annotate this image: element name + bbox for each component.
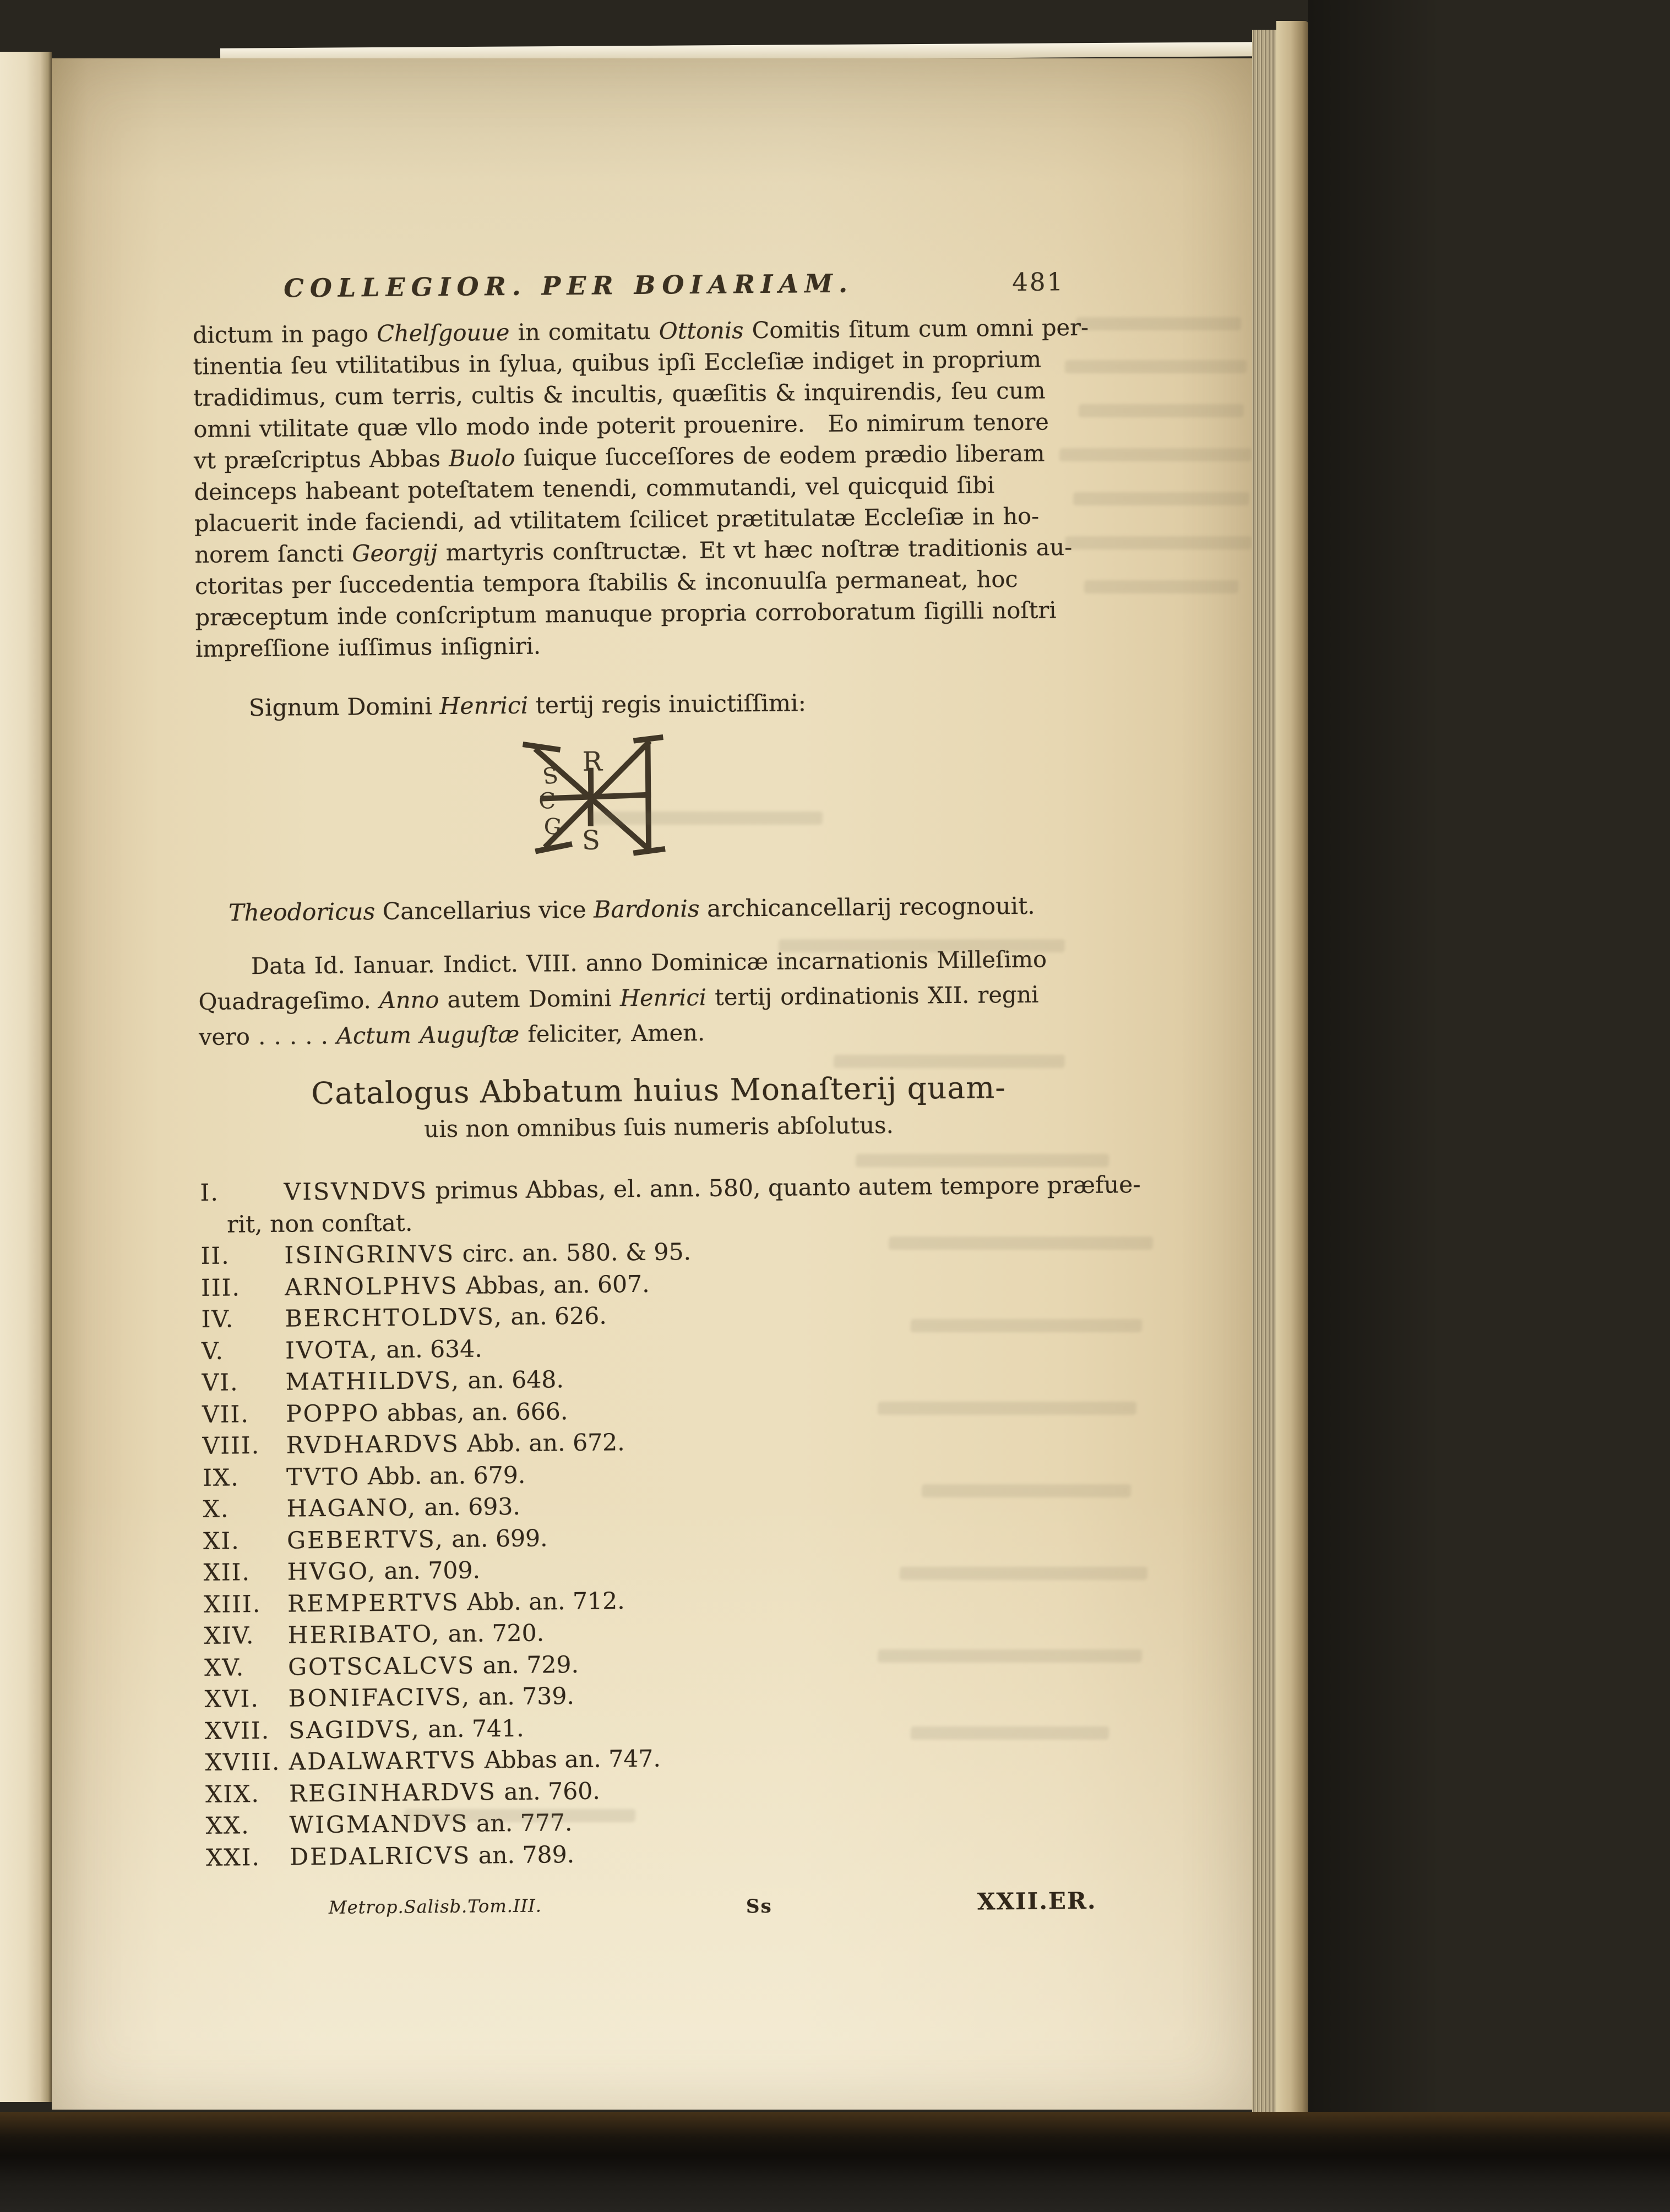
abbot-entry: REMPERTVS Abb. an. 712. [287,1587,625,1618]
abbot-entry: WIGMANDVS an. 777. [289,1810,573,1839]
charter-line: omni vtilitate quæ vllo modo inde poterit prouenire. Eo nimirum tenore [193,408,1049,443]
abbot-numeral: III. [200,1274,241,1302]
abbot-entry: GOTSCALCVS an. 729. [287,1651,579,1681]
abbot-entry: SAGIDVS, an. 741. [288,1715,524,1745]
verso-show-through [878,1402,1137,1415]
abbot-numeral: XX. [205,1812,250,1840]
charter-line: præceptum inde conſcriptum manuque propria corroboratum ſigilli noſtri [195,596,1057,631]
running-header [192,266,1111,304]
charter-line: dictum in pago Chelſgouue in comitatu Ottonis Comitis ſitum cum omni per- [192,313,1089,348]
abbot-numeral: I. [200,1179,220,1207]
abbot-entry: REGINHARDVS an. 760. [289,1778,601,1808]
verso-show-through [1084,580,1239,593]
abbot-numeral: II. [200,1243,230,1270]
verso-show-through [834,1055,1065,1068]
charter-line: vt præſcriptus Abbas Buolo ſuique ſucceſſores de eodem prædio liberam [193,439,1045,474]
abbot-entry: DEDALRICVS an. 789. [289,1841,575,1871]
monogram-letter-g: G [542,813,563,841]
abbot-numeral: X. [203,1496,230,1523]
royal-monogram-icon [504,726,676,868]
abbot-numeral: V. [201,1338,225,1365]
abbot-name: HAGANO, [286,1494,417,1523]
abbot-name: IVOTA, [285,1336,379,1365]
previous-leaf-edge [0,52,52,2102]
verso-show-through [900,1567,1148,1580]
abbot-name: BERCHTOLDVS, [285,1304,504,1333]
abbot-list [200,1169,1141,1874]
abbot-name: REMPERTVS [287,1589,460,1618]
table-shadow [0,2112,1670,2212]
page-footer [206,1887,1125,1931]
abbot-entry: HERIBATO, an. 720. [287,1620,545,1649]
signum-line: Signum Domini Henrici tertij regis inuictiſſimi: [248,690,807,722]
abbot-entry: BONIFACIVS, an. 739. [288,1683,575,1713]
monogram-letter-c: C [538,788,556,814]
abbot-numeral: IX. [202,1464,240,1492]
book-page [52,58,1252,2110]
book-fore-edge [1252,30,1276,2121]
monogram-letter-s-left: S [541,762,560,790]
verso-show-through [1073,492,1250,505]
abbot-name: REGINHARDVS [289,1778,497,1808]
running-title: COLLEGIOR. PER BOIARIAM. [283,268,854,303]
charter-line: impreſſione iuſſimus inſigniri. [195,632,541,662]
verso-show-through [911,1319,1143,1332]
chancellor-recognition-line: Theodoricus Cancellarius vice Bardonis archicancellarij recognouit. [228,892,1035,927]
dating-line: Data Id. Ianuar. Indict. VIII. anno Dominicæ incarnationis Milleſimo [251,945,1047,980]
abbot-entry: HAGANO, an. 693. [286,1493,521,1523]
dating-clause-paragraph [198,941,1118,1055]
verso-show-through [878,1649,1143,1663]
abbot-name: GEBERTVS, [286,1525,444,1555]
abbot-numeral: XI. [203,1527,240,1555]
verso-show-through [922,1484,1132,1497]
abbot-entry: HVGO, an. 709. [287,1557,481,1586]
abbot-numeral: XV. [204,1654,245,1682]
verso-show-through [1076,317,1242,330]
catchword: XXII.ER. [977,1887,1097,1915]
verso-show-through [779,939,1065,952]
monogram-letter-r: R [582,746,603,777]
abbot-name: ADALWARTVS [289,1747,477,1776]
abbot-numeral: XVIII. [205,1748,281,1777]
abbot-numeral: XXI. [205,1844,261,1872]
catalog-heading-line1: Catalogus Abbatum huius Monaſterij quam- [311,1070,1007,1112]
charter-paragraph [193,311,1114,664]
abbot-entry: MATHILDVS, an. 648. [285,1366,564,1396]
abbot-numeral: XVII. [204,1717,270,1745]
abbot-name: BONIFACIVS, [288,1683,471,1713]
charter-line: norem ſancti Georgij martyris conſtructæ. Et vt hæc noſtræ traditionis au- [194,533,1073,568]
abbot-numeral: XIX. [205,1780,260,1808]
abbot-entry: IVOTA, an. 634. [285,1335,482,1365]
charter-line: placuerit inde faciendi, ad vtilitatem ſcilicet prætitulatæ Eccleſiæ in ho- [194,502,1040,537]
dating-line: vero . . . . . Actum Auguſtæ feliciter, Amen. [198,1018,705,1050]
catalog-heading [199,1069,1118,1145]
verso-show-through [1079,404,1244,417]
volume-note: Metrop.Salisb.Tom.III. [328,1895,542,1918]
abbot-numeral: XIII. [203,1590,262,1619]
abbot-entry: VISVNDVS primus Abbas, el. ann. 580, quanto autem tempore præfue- [284,1172,1141,1206]
abbot-entry: TVTO Abb. an. 679. [286,1462,526,1491]
abbot-name: SAGIDVS, [288,1715,421,1745]
abbot-entry: ADALWARTVS Abbas an. 747. [289,1745,661,1776]
gathering-signature-mark: Ss [746,1895,773,1918]
abbot-name: MATHILDVS, [285,1367,461,1396]
verso-show-through [911,1726,1109,1740]
abbot-numeral: VI. [202,1369,239,1397]
page-number: 481 [1012,267,1065,297]
text-block [192,266,1141,1931]
verso-show-through [1065,536,1253,549]
charter-line: ctoritas per ſuccedentia tempora ſtabilis & inconuulſa permaneat, hoc [194,565,1018,600]
verso-show-through [1059,448,1253,461]
verso-show-through [591,811,823,825]
abbot-numeral: VII. [202,1401,250,1429]
abbot-name: HERIBATO, [287,1621,441,1649]
charter-line: tinentia ſeu vtilitatibus in ſylua, quibus ipſi Eccleſiæ indiget in proprium [193,345,1042,380]
abbot-name: GOTSCALCVS [287,1652,476,1681]
abbot-name: RVDHARDVS [286,1430,460,1459]
charter-line: tradidimus, cum terris, cultis & incultis, quæſitis & inquirendis, ſeu cum [193,377,1046,411]
verso-show-through [889,1236,1154,1250]
vellum-cover-edge [1276,21,1308,2135]
charter-line: deinceps habeant poteſtatem tenendi, commutandi, vel quicquid ſibi [194,471,995,505]
verso-show-through [1065,360,1247,373]
abbot-entry: ISINGRINVS circ. an. 580. & 95. [284,1239,692,1270]
cover-shadow [1308,0,1440,2212]
verso-show-through [856,1154,1109,1167]
abbot-entry: ARNOLPHVS Abbas, an. 607. [284,1271,650,1301]
abbot-name: POPPO [285,1399,380,1428]
abbot-numeral: XII. [203,1559,251,1587]
abbot-name: ISINGRINVS [284,1240,455,1270]
abbot-name: TVTO [286,1463,361,1491]
abbot-entry: GEBERTVS, an. 699. [286,1524,548,1555]
abbot-entry: POPPO abbas, an. 666. [285,1398,568,1428]
abbot-name: HVGO, [287,1558,377,1586]
monogram-letter-s-bottom: S [581,825,601,856]
abbot-name: VISVNDVS [284,1178,428,1206]
abbot-entry: RVDHARDVS Abb. an. 672. [286,1429,625,1459]
abbot-name: ARNOLPHVS [284,1272,459,1301]
abbot-entry: BERCHTOLDVS, an. 626. [285,1303,607,1333]
abbot-numeral: XIV. [204,1622,255,1650]
catalog-heading-line2: uis non omnibus ſuis numeris abſolutus. [423,1111,894,1143]
abbot-numeral: IV. [201,1306,235,1333]
abbot-entry-continuation: rit, non conſtat. [226,1209,413,1239]
abbot-numeral: VIII. [202,1432,260,1460]
dating-line: Quadrageſimo. Anno autem Domini Henrici tertij ordinationis XII. regni [198,980,1039,1015]
abbot-name: WIGMANDVS [289,1810,469,1839]
verso-show-through [404,1809,636,1822]
abbot-name: DEDALRICVS [289,1842,471,1871]
abbot-numeral: XVI. [204,1686,260,1713]
